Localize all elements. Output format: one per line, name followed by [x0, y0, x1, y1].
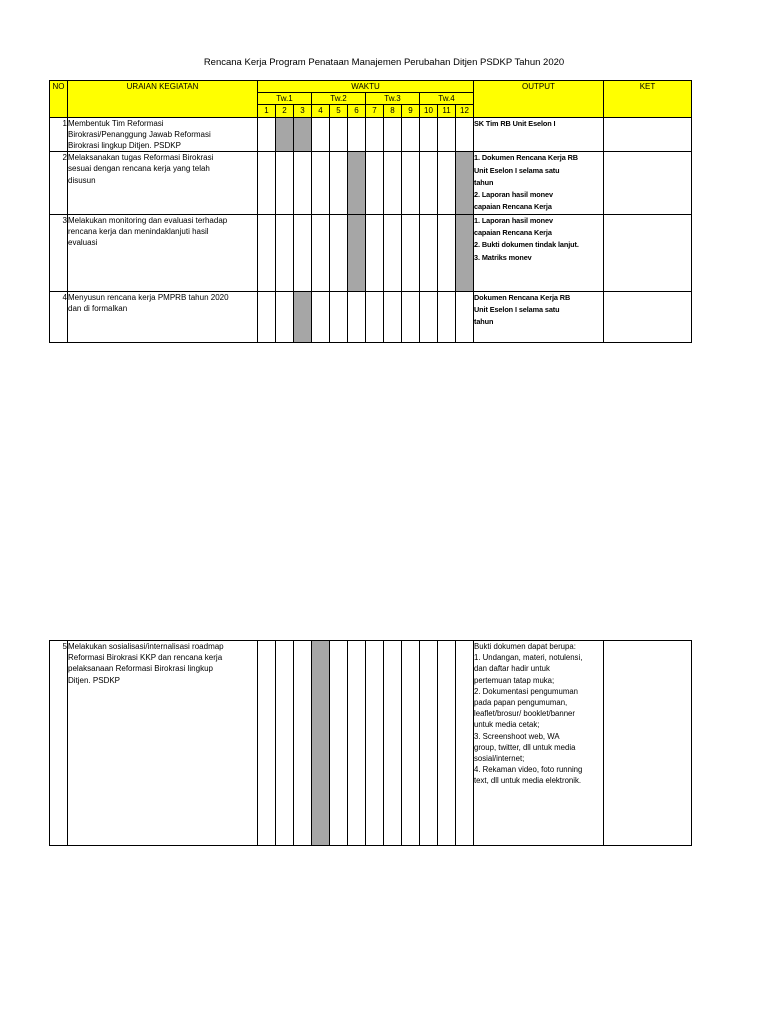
output-line: 1. Laporan hasil monev: [474, 215, 553, 225]
header-no: NO: [50, 81, 68, 118]
schedule-cell: [438, 117, 456, 152]
schedule-cell: [402, 291, 420, 342]
activity-description: [68, 214, 258, 291]
schedule-cell: [294, 641, 312, 846]
schedule-cell: [366, 641, 384, 846]
schedule-cell-active: [312, 641, 330, 846]
output-line: 2. Dokumentasi pengumuman: [474, 686, 579, 696]
activity-description: [68, 641, 258, 846]
ket-cell: [604, 291, 692, 342]
output-line: Bukti dokumen dapat berupa:: [474, 642, 576, 651]
schedule-cell: [384, 152, 402, 214]
schedule-cell: [330, 152, 348, 214]
output-line: pertemuan tatap muka;: [474, 675, 555, 685]
activity-description: [68, 117, 258, 152]
header-quarter: Tw.1: [258, 93, 312, 105]
table-row: [50, 152, 692, 214]
schedule-cell: [330, 214, 348, 291]
schedule-cell: [276, 214, 294, 291]
activity-description-line: Reformasi Birokrasi KKP dan rencana kerja: [68, 653, 223, 663]
schedule-cell: [456, 117, 474, 152]
schedule-cell: [402, 117, 420, 152]
output-line: tahun: [474, 177, 494, 187]
header-quarter: Tw.2: [312, 93, 366, 105]
activity-description-line: evaluasi: [68, 238, 98, 248]
table-row: [50, 641, 692, 846]
schedule-cell: [366, 117, 384, 152]
output-line: Dokumen Rencana Kerja RB: [474, 292, 571, 302]
schedule-cell: [276, 641, 294, 846]
schedule-cell: [402, 152, 420, 214]
schedule-cell: [312, 152, 330, 214]
activity-description-line: disusun: [68, 175, 96, 185]
activity-description-line: Menyusun rencana kerja PMPRB tahun 2020: [68, 292, 229, 302]
work-plan-table-continued: [49, 640, 692, 846]
header-month: 1: [258, 105, 276, 117]
header-month: 10: [420, 105, 438, 117]
table-row: [50, 117, 692, 152]
activity-description: [68, 291, 258, 342]
schedule-cell: [330, 117, 348, 152]
activity-description-line: Birokrasi/Penanggung Jawab Reformasi: [68, 129, 211, 139]
activity-description-line: Membentuk Tim Reformasi: [68, 118, 164, 128]
schedule-cell: [276, 152, 294, 214]
output-line: 3. Screenshoot web, WA: [474, 731, 560, 741]
ket-cell: [604, 117, 692, 152]
output-line: 4. Rekaman video, foto running: [474, 765, 583, 775]
output-line: SK Tim RB Unit Eselon I: [474, 118, 556, 128]
schedule-cell: [258, 117, 276, 152]
schedule-cell: [420, 117, 438, 152]
output-line: group, twitter, dll untuk media: [474, 742, 576, 752]
schedule-cell-active: [456, 152, 474, 214]
schedule-cell: [294, 214, 312, 291]
schedule-cell: [258, 641, 276, 846]
schedule-cell: [384, 117, 402, 152]
ket-cell: [604, 152, 692, 214]
header-month: 9: [402, 105, 420, 117]
schedule-cell: [330, 641, 348, 846]
header-month: 4: [312, 105, 330, 117]
header-quarter: Tw.3: [366, 93, 420, 105]
schedule-cell-active: [276, 117, 294, 152]
activity-description-line: Birokrasi lingkup Ditjen. PSDKP: [68, 141, 181, 151]
schedule-cell-active: [348, 152, 366, 214]
activity-description-line: Melakukan monitoring dan evaluasi terhadap: [68, 215, 228, 225]
row-number: 5: [50, 641, 68, 846]
output-line: 3. Matriks monev: [474, 252, 532, 262]
activity-description-line: sesuai dengan rencana kerja yang telah: [68, 164, 210, 174]
output-line: 2. Laporan hasil monev: [474, 190, 553, 200]
schedule-cell: [402, 641, 420, 846]
schedule-cell: [312, 214, 330, 291]
output-line: dan daftar hadir untuk: [474, 664, 550, 674]
table-row: [50, 291, 692, 342]
header-month: 5: [330, 105, 348, 117]
schedule-cell: [420, 291, 438, 342]
schedule-cell: [312, 117, 330, 152]
schedule-cell: [258, 214, 276, 291]
header-quarter: Tw.4: [420, 93, 474, 105]
schedule-cell: [438, 214, 456, 291]
output-line: tahun: [474, 317, 494, 327]
header-month: 3: [294, 105, 312, 117]
row-number: 1: [50, 117, 68, 152]
schedule-cell: [456, 291, 474, 342]
schedule-cell: [420, 641, 438, 846]
output-line: 2. Bukti dokumen tindak lanjut.: [474, 240, 579, 250]
schedule-cell: [438, 152, 456, 214]
schedule-cell: [348, 641, 366, 846]
schedule-cell-active: [294, 291, 312, 342]
row-number: 4: [50, 291, 68, 342]
output-cell: [474, 641, 604, 846]
output-line: 1. Dokumen Rencana Kerja RB: [474, 153, 578, 163]
schedule-cell-active: [456, 214, 474, 291]
header-output: OUTPUT: [474, 81, 604, 118]
schedule-cell: [258, 291, 276, 342]
schedule-cell: [348, 117, 366, 152]
output-cell: [474, 214, 604, 291]
header-month: 12: [456, 105, 474, 117]
output-line: text, dll untuk media elektronik.: [474, 776, 582, 786]
activity-description: [68, 152, 258, 214]
header-ket: KET: [604, 81, 692, 118]
schedule-cell: [330, 291, 348, 342]
row-number: 3: [50, 214, 68, 291]
row-number: 2: [50, 152, 68, 214]
header-waktu: WAKTU: [258, 81, 474, 93]
header-uraian: URAIAN KEGIATAN: [68, 81, 258, 118]
schedule-cell: [438, 641, 456, 846]
ket-cell: [604, 641, 692, 846]
schedule-cell: [384, 641, 402, 846]
output-line: sosial/internet;: [474, 754, 525, 764]
output-line: pada papan pengumuman,: [474, 698, 568, 708]
activity-description-line: Melakukan sosialisasi/internalisasi roadmap: [68, 642, 224, 651]
schedule-cell-active: [294, 117, 312, 152]
schedule-cell: [294, 152, 312, 214]
schedule-cell: [348, 291, 366, 342]
schedule-cell-active: [348, 214, 366, 291]
output-line: leaflet/brosur/ booklet/banner: [474, 709, 575, 719]
output-line: capaian Rencana Kerja: [474, 202, 552, 212]
schedule-cell: [276, 291, 294, 342]
work-plan-table: [49, 80, 692, 343]
activity-description-line: rencana kerja dan menindaklanjuti hasil: [68, 226, 209, 236]
header-month: 7: [366, 105, 384, 117]
output-cell: [474, 117, 604, 152]
schedule-cell: [312, 291, 330, 342]
schedule-cell: [384, 291, 402, 342]
output-line: untuk media cetak;: [474, 720, 540, 730]
schedule-cell: [366, 214, 384, 291]
header-month: 2: [276, 105, 294, 117]
activity-description-line: pelaksanaan Reformasi Birokrasi lingkup: [68, 664, 213, 674]
output-line: Unit Eselon I selama satu: [474, 165, 560, 175]
schedule-cell: [420, 214, 438, 291]
page-title: Rencana Kerja Program Penataan Manajemen Perubahan Ditjen PSDKP Tahun 2020: [203, 57, 565, 68]
table-row: [50, 214, 692, 291]
schedule-cell: [258, 152, 276, 214]
schedule-cell: [384, 214, 402, 291]
activity-description-line: Ditjen. PSDKP: [68, 675, 121, 685]
output-line: Unit Eselon I selama satu: [474, 305, 560, 314]
output-cell: [474, 291, 604, 342]
header-month: 8: [384, 105, 402, 117]
output-line: capaian Rencana Kerja: [474, 228, 552, 237]
schedule-cell: [438, 291, 456, 342]
schedule-cell: [366, 291, 384, 342]
schedule-cell: [366, 152, 384, 214]
header-month: 6: [348, 105, 366, 117]
output-cell: [474, 152, 604, 214]
activity-description-line: dan di formalkan: [68, 303, 128, 313]
schedule-cell: [402, 214, 420, 291]
schedule-cell: [420, 152, 438, 214]
activity-description-line: Melaksanakan tugas Reformasi Birokrasi: [68, 153, 214, 163]
ket-cell: [604, 214, 692, 291]
output-line: 1. Undangan, materi, notulensi,: [474, 653, 583, 663]
header-month: 11: [438, 105, 456, 117]
schedule-cell: [456, 641, 474, 846]
